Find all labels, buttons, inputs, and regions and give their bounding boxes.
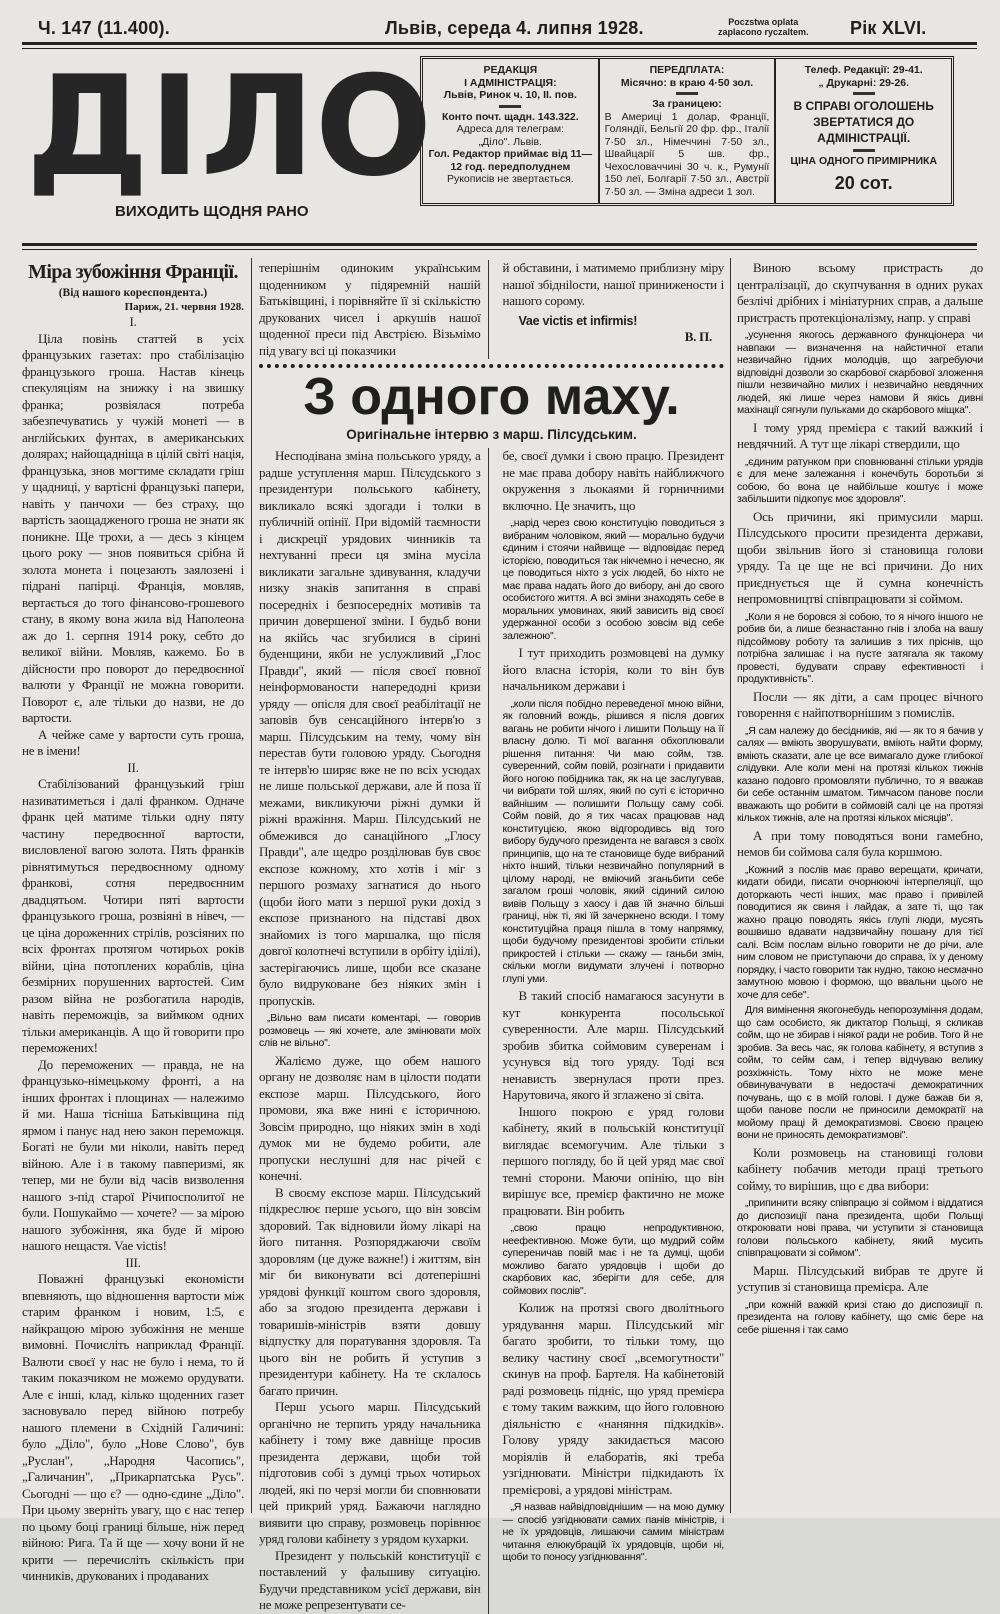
- quotation: „Я назвав найвідповіднішим — на мою думку — спосіб узгіднювати самих панів міністрів, і не їх урядовців, лишаючи самим міністрам читання елюкубрацій їх урядовців, щоби ні, щоби то поносу узгіднювання".: [502, 1501, 724, 1563]
- paragraph: й обставини, і матимемо приблизну міру нашої збідніlости, нашої принижености і нашого сорому.: [502, 260, 724, 308]
- paragraph: До переможених — правда, не на французько-німецькому фронті, а на інших фронтах і площинах — належимо й ми. Наша тісніша Батьківщина під ярмом і панує над нею закон переможця. Богаті не були ми ніколи, навіть перед війною. Але і в такому павперизмі, як тепер, ми не були від часів визволення нашого з-під старої Річипосполитої не були. Пошукаймо — хочете? — за мірою нашого зубожіння, яка буде й мірою нашого нещастя. Vae victis!: [22, 1056, 244, 1253]
- postage-note: [718, 17, 809, 37]
- paragraph: І тут приходить розмовцеві на думку його власна історія, коли то він був начальником держави і: [502, 645, 724, 693]
- signature: В. П.: [684, 329, 712, 344]
- paragraph: Поважні французькі економісти впевняють, що відношення вартости між старим франком і новим, 1:5, є найкращою мірою зубожіння не менше вимовні. Почисліть наприклад Франції. Валюти своєї у нас не було і нема, то й таким показчиком не можемо орудувати. Але є інші, клад, кілько щоденних газет засновувало перед війною потребу нашого племени в Східній Галичині: було „Діло", було „Нове Слово", був „Руслан", „Народня Часопись", „Галичанин", „Прикарпатська Русь". Сьогодні — що є? — одно-єдине „Діло". При цьому зверніть увагу, що є нас тепер по цьому боці границі більше, ніж перед війною: Рига. Та й ще — хочу вони й не крити — перечисліть скількість при чинників, друкованих і продаваних: [22, 1271, 244, 1583]
- info-line: В СПРАВІ ОГОЛОШЕНЬ ЗВЕРТАТИСЯ ДО АДМІНІСТРАЦІЇ.: [793, 99, 934, 145]
- masthead-logo: ДІЛО: [26, 46, 433, 207]
- quotation: „припинити всяку співпрацю зі соймом і віддатися до диспозиції пана президента, щоби Польщі откроювати нові права, чи уступити зі становища голови польського кабінету, який мусить співпрацювати зі соймом".: [737, 1197, 983, 1259]
- paragraph: В такий спосіб намагаюся засунути в кут конкурента посольської суверенности. Але марш. Пілсудський зробив збитка соймовим суверенам і усунувся від того уряду. Тоді вся ненависть звернулася проти през. Нарутовича, якого й зглажено зі світа.: [502, 988, 724, 1102]
- divider: [499, 105, 521, 108]
- paragraph: Іншого покрою є уряд голови кабінету, який в польській конституції виглядає всемогучим. Але тільки з першого погляду, бо й цей уряд має свої темні сторони. Маючи опінію, що він вирішує все, премієр фактично не може працювати. Він робить: [502, 1103, 724, 1218]
- info-line: Телеф. Редакції: 29-41.: [804, 64, 923, 76]
- interview-subtitle: Оригінальне інтервю з марш. Пілсудським.: [346, 427, 637, 442]
- info-box: [420, 56, 954, 206]
- paragraph: А чейже саме у вартости суть гроша, не в імени!: [22, 726, 244, 758]
- info-line: Львів, Ринок ч. 10, II. пов.: [443, 89, 577, 101]
- info-line: Гол. Редактор приймає від 11—12 год. передполуднем: [428, 148, 593, 173]
- article-france: [22, 260, 244, 1585]
- paragraph: Перш усього марш. Пілсудський органічно не терпить уряду начальника кабінету і тому вже давніще просив президента держави, щоби той підготовив собі з думці трьох чотирьох людей, які по черзі могли би сповнювати цей прикрий уряд. Бажаючи наглядно виявити цю справу, розмовець порівнює уряд голови кабінету з урядом кухарки.: [259, 1399, 481, 1546]
- paragraph: Несподівана зміна польського уряду, а радше уступлення марш. Пілсудського з президентури польського кабінету, викликало всякі здогади і толки в публичній опінії. При відомій таємности і дискреції урядових чинників та нехтуванні преси ця зміна мусіла викликати загальне здивування, кладучи низку знаків запитання в справі посередніх і безпосередніх мотивів та причин довершеної зміни. І будьб вони на якійсь час згубилися в сірині буденщини, якби не услужливий „Глос Правди", який — після своєї повної неінформованости напередодні кризи уряду — опісля для своєї реабілітації не заповів був сенсаційного інтерв'ю з марш. Пілсудським на тему, чому він перестав бути головою уряду. Сьогодня те інтерв'ю ширяє вже не по всіх усюдах не лише польської держави, але й поза її межами, викликуючи ріжні думки й ріжні вражіння. Марш. Пілсудський не обмежився до санаційного „Глосу Правди", але щедро розділював був своє експозе кожному, хто хотів і міг з першого розмаху загнатися до нього (щоби його мати з першої руки дохід з експозе признаного на підставі двох знайомих із того маршалка, що після довгої колотнечі вступили в орбіту ідіілі), застерігаючись лише, щоби все сказане було видруковане без ніяких змін і пропусків.: [259, 448, 481, 1008]
- info-line: РЕДАКЦІЯ: [483, 64, 538, 76]
- paragraph: Ціла повінь статтей в усіх французьких газетах: про стабілізацію французького гроша. Настав кінець спекуляціям на знижку і на звишку франка; розвіялася потреба забезпечуватись у чужій монеті — в англійських фунтах, в американських долярах; найощадніща в цілій світі нація, французька, знов могтиме складати гріш у щадниці, у вартісні французькі папери, навіть у панчохи — без страху, що вартість заощадженого гроша не знати як поникне. Ще трохи, а — десь з кінцем цього року — знов появиться срібна й золота монета і поцезають заялозені і підрані папірці. Франція, мовляв, вертається до того фінансово-грошевого стану, в якому вона жила від Наполеона аж до 1. серпня 1914 року, себто до великої війни. Мовляв, кажемо. Бо в дійсности про поворот до передвоєнної валюти у Франції не можна говорити. Поворот є, але тільки до назви, не до вартости.: [22, 330, 244, 725]
- paragraph: Коли розмовець на становищі голови кабінету побачив методи праці третього сойму, то вирішив, що є два вибори:: [737, 1144, 983, 1193]
- quotation: „єдиним ратунком при сповнюванні стільки урядів є для мене залежання і конечбуть боротьби зі собою, бо вона це найбільше коштує і може забільшити підкопує моє здоровля".: [737, 455, 983, 505]
- middle-span: [259, 260, 724, 1614]
- info-line: ПЕРЕДПЛАТА:: [649, 64, 725, 76]
- article-title: Міра зубожіння Франції.: [28, 261, 238, 283]
- interview-continued-column: [737, 260, 983, 1339]
- quotation: „Вільно вам писати коментарі, — говорив розмовець — які хочете, але змінювати моїх слів не вільно".: [259, 1012, 481, 1049]
- issue-number: Ч. 147 (11.400).: [38, 18, 170, 38]
- info-line: ЦІНА ОДНОГО ПРИМІРНИКА: [790, 155, 938, 167]
- quotation: „усунення якогось державного функціонера чи навпаки — визначення на найстичної етапи незвичайно гідних молодців, що загребуючи відповідні дозволи зо скарбової скарбової зложення пішли незвичайно милих і незвичайно невдячних людей, які лише через намови й якісь дивні махінації сягнули пульками до скарбового міщка".: [737, 329, 983, 416]
- byline: (Від нашого кореспондента.): [58, 287, 208, 299]
- info-line: Рукописів не звертається.: [446, 173, 574, 185]
- info-line: Місячно: в краю 4·50 зол.: [620, 76, 754, 89]
- info-line: „ Друкарні: 29-26.: [818, 76, 910, 89]
- paragraph: Жаліємо дуже, що обем нашого органу не дозволяє нам в цілости подати експозе марш. Пілсудського, його промови, яка вже нині є історичною. Зовсім природно, що ніяких змін в ході думок ми не будемо робити, але пропуски неслушні для нас річей є конечні.: [259, 1052, 481, 1183]
- paragraph: А при тому поводяться вони гамебно, немов би соймова саля була коршмою.: [737, 827, 983, 859]
- interview-right-column: [503, 448, 725, 1614]
- info-line: Конто почт. щадн. 143.322.: [441, 110, 579, 123]
- info-line: В Америці 1 долар, Франції, Голяндії, Бельгії 20 фр. фр., Італії 7·50 зл., Німеччині 7·50 зл., Швайцарії 5 шв. фр., Чехословаччині 30 ч. к., Румунії 150 леї, Болгарії 7·50 зл., Австрії 7·50 зл. — Зміна адреси 1 зол.: [604, 110, 770, 198]
- year-volume: Рік XLVI.: [850, 18, 927, 38]
- dateline: Львів, середа 4. липня 1928.: [385, 18, 644, 38]
- interview-headline: З одного маху.: [303, 368, 680, 426]
- interview-columns: [259, 448, 724, 1614]
- article-france-ending: [503, 260, 725, 359]
- paragraph: Президент у польській конституції є поставлений у фальшиву ситуацію. Будучи представником усієї держави, він не може репрезентувати се-: [259, 1547, 481, 1612]
- paragraph: Посли — як діти, а сам процес вічного говорення є найпотворнішим з помислів.: [737, 688, 983, 720]
- article-france-continuation-row: [259, 260, 724, 359]
- info-line: І АДМІНІСТРАЦІЯ:: [464, 76, 557, 89]
- info-line: „Діло". Львів.: [478, 135, 543, 148]
- quotation: „Коли я не боровся зі собою, то я нічого іншого не робив би, а лише безнастанно гнів і злоба на вашу підсоймову роботу та залишив з тих пріснів, що потрібна залишає і на пусте затягала як такому провесті, будувати справу ефективності і продуктивність".: [737, 610, 983, 685]
- column-rule: [251, 258, 252, 1513]
- masthead-rule: [22, 243, 977, 250]
- info-line: За границею:: [652, 98, 722, 110]
- divider: [676, 92, 698, 95]
- paragraph: Марш. Пілсудський вибрав те друге й уступив зі становища премієра. Але: [737, 1262, 983, 1294]
- paragraph: І тому уряд премієра є такий важкий і невдячний. А тут ще лікарі ствердили, що: [737, 419, 983, 451]
- quotation: „нарід через свою конституцію поводиться з вибраним чоловіком, який — морально будучи єдиним і стоячи найвище — відповідає перед історією, поводиться так нікчемно і нечесно, як це поводиться ніхто з усіх людей, бо ніхто не має права надать його до вибору, ані до свого особистого життя. А всі зміни знаходять себе в моральних умовинах, який зависить від своєї удержанної особи з особою зовсім від себе залежною".: [502, 517, 724, 642]
- paragraph: Колиж на протязі свого дволітнього урядування марш. Пілсудський міг багато зробити, то тільки тому, що велику частину своєї „всемогутности" скинув на проф. Бартеля. На кабінетовій раді розмовець підніс, що уряд премієра є тому таким важким, що його головною діяльністю є «наняння підкидків». Голову уряду закидається масою моріялів й елаборатів, які треба узгіднювати. Міністри підкидають їх премієрові, а урядові міністрам.: [502, 1300, 724, 1497]
- editorial-panel: [423, 59, 600, 203]
- paragraph: теперішнім одиноким українським щоденником у підяремній нашій Батьківщині, і порівняйте її зі скількістю друкованих чисел і аркушів нашої щоденної преси під Австрією. Візьмімо під увагу всі ці показчики: [259, 260, 481, 358]
- quotation: „при кожній важкій кризі стаю до диспозиції п. президента на голову кабінету, що сміє бере на себе рішення і так само: [737, 1298, 983, 1336]
- divider: [853, 149, 875, 152]
- subscription-panel: [600, 59, 777, 203]
- article-france-continued: [259, 260, 489, 359]
- closing-line: Vae victis et infirmis!: [518, 313, 638, 328]
- contact-panel: [776, 59, 951, 203]
- section-number: I.: [129, 314, 137, 329]
- quotation: Для вимінення якогонебудь непорозуміння додам, що сам особисто, як диктатор Польщі, я скликав сойм, що не збирав і ніякої ради не робив. Того й не зробив. За весь час, як голова кабінету, я вступив з сойм, то сейм сам, і тепер відчуваю велику розхіжність. Тому ніхто не може мене обвинувачувати в недостачі демократичних почувань, що є в моїй голові. І дуже бажав би я, щоби панове посли не приносили демократії на мойому праці й демократизмові. Своєю працею вони не приносять демократизмові".: [737, 1004, 983, 1141]
- quotation: „коли після побідно переведеної мною війни, як головний вождь, рішився я після довгих вагань не робити нічого і лишити Польщу на її власну долю. Ті мої вагання обхоплювали рішення питання: Чи маю сойм, тзв. суверенний, сойм повій, розігнати і придавити його ногою побідника так, як на це заслугував, чи вибрати той шлях, який по суті є історично вайнішим — полишити Польщу саму собі. Сойм повій, до я тих часах працював над конституцією, якою відгородивсь від того вибору будучого президента не вагався з своїх принципів, що на те становище буде вибраний ніхто інший, тільки незвичайно популярний в цілому народі, не вміючий зганьбити себе загалом гроші чоловік, який сідиний силою вивів Польщу з хаосу і дав їй значно більші границі, ніж ті, які їй зачеркнено всюди. І тому конституційна праця пішла в тому напрямку, щоби будучому президентові зробити стільки прикростей і стільки — скажу — ганьби змін, скільки могли видумати злучені і потворно глупі уми.: [502, 697, 724, 985]
- info-line: Адреса для телеграм:: [456, 123, 565, 135]
- divider: [853, 92, 875, 95]
- tagline: ВИХОДИТЬ ЩОДНЯ РАНО: [115, 203, 309, 220]
- article-body: [22, 314, 244, 1585]
- paragraph: бе, своєї думки і свою працю. Президент не має права добору навіть найближчого окруження з льокаями й горничними включно. Це значить, що: [502, 448, 724, 513]
- price: 20 сот.: [834, 172, 893, 193]
- quotation: „Кожний з послів має право верещати, кричати, кидати обиди, писати очорнюючі інтерпеляції, що доторкають честі інших, має право і привілей поводитися як свиня і лайдак, а зате ті, що так жахно працю поводять якісь глупі люди, мусять вошвишо вдавати надзвичайну пошану для тієї салі. Всім послам вільно говорити не до річи, але ним словом не приступаючи до справа, їх у деному порядку, і часто говорити так нудно, такою несмачно замутною мовою і формою, що ввальни цього не хоче для себе".: [737, 863, 983, 1001]
- paragraph: Стабілізований французький гріш називатиметься і далі франком. Одначе франк цей матиме тільки одну пяту частину передвоєнної вартости, висловленої вагою золота. Пять франків рівнятимуться передвоєнному одному франкові, сотня передвоєнним двадцятьом. Чотири пяті вартости французького гроша, розвіяні в нівеч, — це ціна дороженних стрілів, розсіяних по всіх фронтах протягом чотирьох років війни, ціна потоплених кораблів, ціна безмірних порушенних вартостей. Сим разом війна не розбогатила народів, навіть переможців, за виймком одних тільки американців. А що й говорити про переможених!: [22, 776, 244, 1055]
- section-number: II.: [127, 759, 139, 775]
- postage-line: Poczstwa oplata: [728, 17, 799, 27]
- quotation: „Я сам належу до бесідників, які — як то я бачив у салях — вміють зворушувати, вміють найти форму, вміють сказати, але це все вимагало дуже глибокої слідувки. Але коли мені на протязі кількох тижнів казано подовго промовляти публично, то я вважав би себе останнім шматом. Тимчасом панове посли вважають що робити в соймовій салі це на протязі кількох тижнів, але на протязі кількох місяців".: [737, 724, 983, 824]
- column-rule: [730, 258, 731, 1513]
- paragraph: Виною всьому пристрасть до централізації, до скупчування в одних руках безлічі дрібних і мініатурних справ, а дальше пристрасть протекціоналізму, напр. у справі: [737, 260, 983, 325]
- paragraph: В своєму експозе марш. Пілсудський підкреслює перше усього, що він зовсім здоровий. Так відновили йому лікарі на його питання. Розпоряджаючи своїм здоровлям (це дуже важне!) і життям, він міг би виконувати всі дотеперішні урядові функції коштом свого здоровля, або за згодою президента держави і товаришів-міністрів взяти довшу відпустку для поратування здоровля. Та цього він не робить й уступив з президентури кабінету. На те склалось багато причин.: [259, 1184, 481, 1398]
- postage-line: zaplacono ryczaltem.: [718, 27, 809, 37]
- section-number: III.: [125, 1254, 141, 1270]
- place-date: Париж, 21. червня 1928.: [124, 301, 244, 313]
- quotation: „свою працю непродуктивною, неефективною. Може бути, що мудрий сойм супереничав повій має і не та думці, щоби можливо багато урядовців і щоби до скарбових кас, зберігти для себе, для соймових послів".: [502, 1222, 724, 1297]
- interview-left-column: [259, 448, 489, 1614]
- paragraph: Ось причини, які примусили марш. Пілсудського просити президента держави, щоби звільнив його зі становища голови уряду. Та це ще не всі причини. До них приєднується ще й сумна конечність непромовництві співпрацювати зі соймом.: [737, 508, 983, 606]
